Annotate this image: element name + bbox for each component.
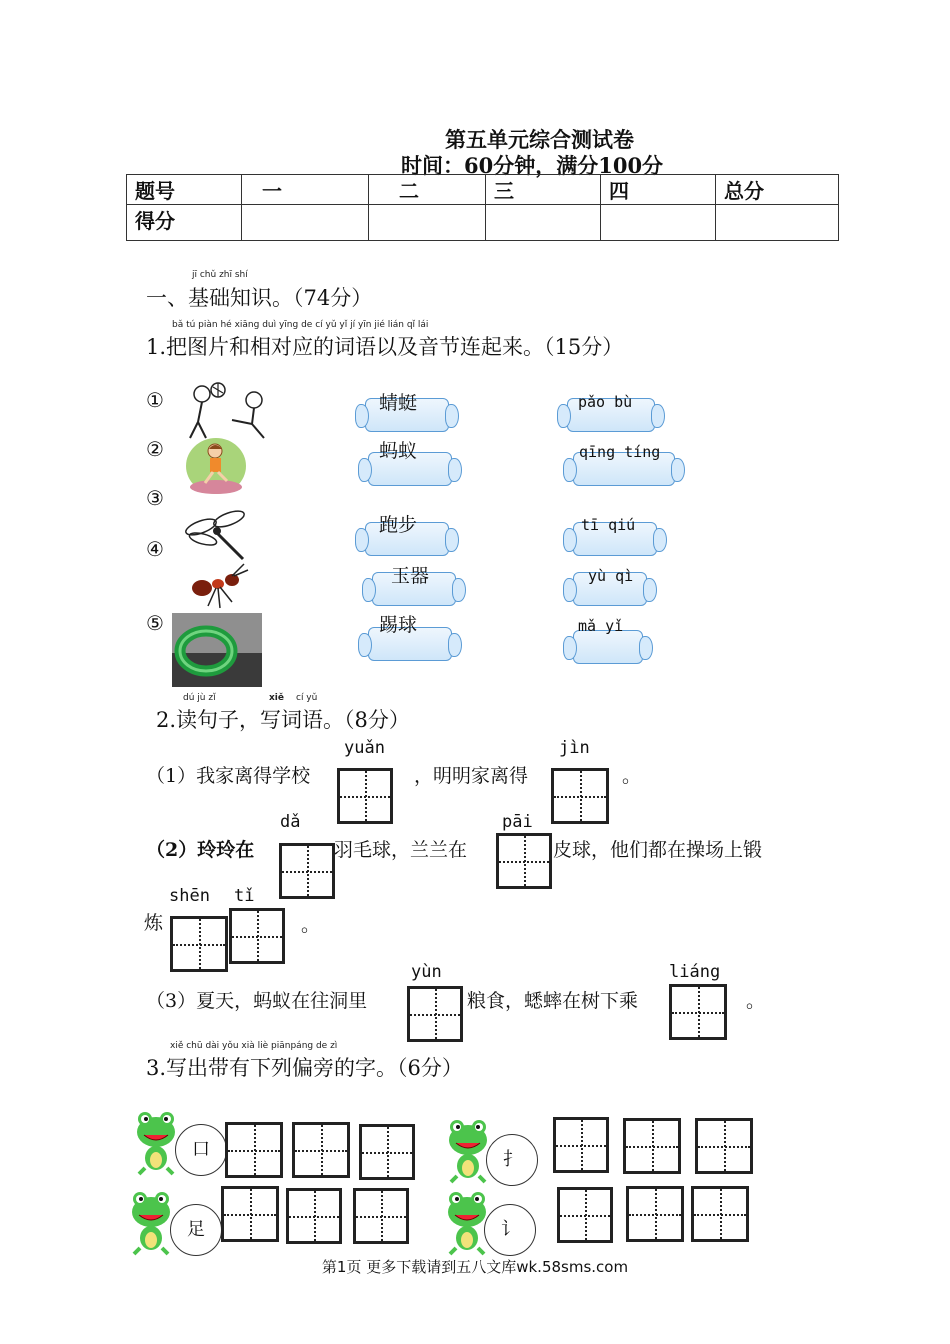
sentence-text: ，明明家离得 [414, 765, 529, 787]
table-cell: 四 [601, 175, 716, 205]
writing-grid[interactable] [557, 1187, 613, 1243]
table-cell[interactable] [486, 205, 601, 241]
writing-grid[interactable] [626, 1186, 684, 1242]
writing-grid[interactable] [695, 1118, 753, 1174]
radical-circle: 扌 [486, 1134, 538, 1186]
writing-grid[interactable] [553, 1117, 609, 1173]
word-label: 玉器 [391, 565, 430, 587]
sentence-text: 。 [301, 914, 321, 936]
sentence-text: （2）玲玲在 [146, 839, 255, 861]
pinyin-hint: dǎ [280, 812, 301, 832]
score-table [126, 174, 839, 241]
q2-pinyin: xiě [269, 693, 284, 703]
sentence-text: 。 [746, 990, 766, 1012]
sentence-text: （1）我家离得学校 [146, 765, 311, 787]
pinyin-hint: tǐ [234, 886, 255, 906]
radical-circle: 讠 [484, 1204, 536, 1256]
sentence-text: （3）夏天，蚂蚁在往洞里 [146, 990, 368, 1012]
writing-grid[interactable] [225, 1122, 283, 1178]
table-cell[interactable] [369, 205, 486, 241]
exam-title: 第五单元综合测试卷 [445, 127, 634, 152]
ant-picture[interactable] [188, 562, 254, 612]
section1-pinyin: jī chǔ zhī shí [192, 270, 248, 280]
syllable-label: pǎo bù [578, 393, 633, 411]
exam-subtitle: 时间：60分钟，满分100分 [401, 153, 664, 178]
sentence-text: 炼 [144, 912, 164, 934]
item-number: ① [146, 388, 164, 412]
q2-heading: 2.读句子，写词语。（8分） [156, 708, 410, 732]
sentence-text: 粮食，蟋蟀在树下乘 [467, 990, 639, 1012]
frog-icon [135, 1110, 177, 1176]
word-label: 跑步 [379, 514, 418, 536]
running-girl-picture[interactable] [185, 437, 247, 495]
radical-circle: 口 [175, 1124, 227, 1176]
q2-pinyin: dú jù zǐ [183, 693, 216, 703]
frog-icon [130, 1190, 172, 1256]
writing-grid[interactable] [691, 1186, 749, 1242]
table-cell[interactable] [242, 205, 369, 241]
writing-grid[interactable] [551, 768, 609, 824]
writing-grid[interactable] [496, 833, 552, 889]
word-label: 蜻蜓 [379, 392, 418, 414]
pinyin-hint: shēn [169, 886, 210, 906]
writing-grid[interactable] [170, 916, 228, 972]
writing-grid[interactable] [359, 1124, 415, 1180]
q2-pinyin: cí yǔ [296, 693, 318, 703]
writing-grid[interactable] [229, 908, 285, 964]
radical-circle: 足 [170, 1204, 222, 1256]
item-number: ④ [146, 537, 164, 561]
table-cell[interactable] [716, 205, 839, 241]
table-cell: 得分 [127, 205, 242, 241]
q3-heading: 3.写出带有下列偏旁的字。（6分） [146, 1056, 463, 1080]
writing-grid[interactable] [221, 1186, 279, 1242]
word-label: 踢球 [379, 614, 418, 636]
writing-grid[interactable] [669, 984, 727, 1040]
syllable-label: mǎ yǐ [578, 617, 624, 635]
item-number: ③ [146, 486, 164, 510]
syllable-label: tī qiú [581, 516, 636, 534]
table-cell: 三 [486, 175, 601, 205]
item-number: ⑤ [146, 611, 164, 635]
pinyin-hint: yùn [411, 962, 442, 982]
writing-grid[interactable] [407, 986, 463, 1042]
sentence-text: 。 [622, 765, 642, 787]
writing-grid[interactable] [353, 1188, 409, 1244]
page-footer: 第1页 更多下载请到五八文库wk.58sms.com [321, 1258, 629, 1276]
pinyin-hint: liáng [669, 962, 721, 982]
table-cell: 总分 [716, 175, 839, 205]
pinyin-hint: jìn [559, 738, 590, 758]
table-cell: 题号 [127, 175, 242, 205]
pinyin-hint: pāi [502, 812, 533, 832]
pinyin-hint: yuǎn [344, 738, 385, 758]
q1-pinyin: bǎ tú piàn hé xiāng duì yīng de cí yǔ yǐ jí yīn jié lián qǐ lái [172, 320, 429, 330]
table-cell: 二 [369, 175, 486, 205]
frog-icon [447, 1118, 489, 1184]
writing-grid[interactable] [279, 843, 335, 899]
writing-grid[interactable] [337, 768, 393, 824]
dragonfly-picture[interactable] [183, 505, 249, 563]
item-number: ② [146, 437, 164, 461]
sentence-text: 皮球，他们都在操场上锻 [553, 839, 763, 861]
writing-grid[interactable] [286, 1188, 342, 1244]
syllable-label: qīng tíng [579, 443, 661, 461]
kicking-ball-picture[interactable] [182, 380, 277, 440]
section1-heading: 一、基础知识。（74分） [146, 286, 373, 310]
word-label: 蚂蚁 [379, 440, 418, 462]
frog-icon [446, 1190, 488, 1256]
syllable-candy[interactable] [573, 630, 643, 664]
table-cell: 一 [242, 175, 369, 205]
q3-pinyin: xiě chū dài yǒu xià liè piānpáng de zì [170, 1041, 338, 1051]
sentence-text: 羽毛球，兰兰在 [334, 839, 468, 861]
syllable-label: yù qì [588, 567, 634, 585]
writing-grid[interactable] [623, 1118, 681, 1174]
q1-heading: 1.把图片和相对应的词语以及音节连起来。（15分） [146, 335, 624, 359]
writing-grid[interactable] [292, 1122, 350, 1178]
table-cell[interactable] [601, 205, 716, 241]
jade-bracelet-picture[interactable] [172, 613, 262, 687]
